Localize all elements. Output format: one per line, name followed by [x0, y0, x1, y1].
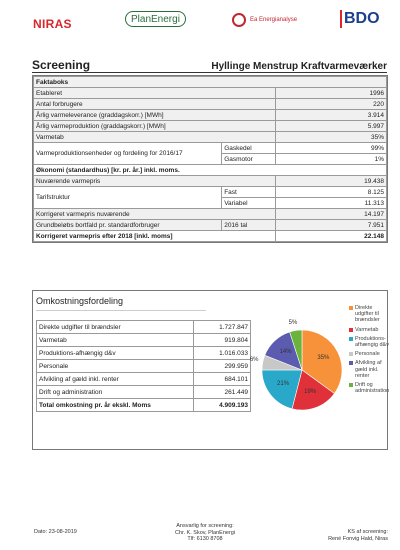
pie-legend	[349, 305, 389, 397]
cost-total-value: 4.909.193	[194, 399, 251, 412]
economy-label: Korrigeret varmepris nuværende	[34, 209, 276, 220]
page-title: Screening	[32, 58, 91, 72]
pie-slice-label: 14%	[279, 348, 292, 355]
legend-swatch	[349, 352, 353, 356]
plant-name: Hyllinge Menstrup Kraftvarmeværker	[211, 61, 387, 72]
pie-slice-label: 19%	[304, 388, 317, 395]
footer-responsible	[150, 523, 260, 543]
footer-qc	[328, 529, 388, 542]
cost-row	[37, 386, 251, 399]
faktaboks-header: Faktaboks	[34, 77, 387, 88]
cost-value: 684.101	[194, 373, 251, 386]
fact-row	[34, 99, 387, 110]
tariff-value: 8.125	[276, 187, 387, 198]
cost-row	[37, 360, 251, 373]
fact-row	[34, 110, 387, 121]
legend-label: Direkte udgifter til brændsler	[355, 305, 380, 324]
responsible-name: Chr. K. Skov, PlanEnergi	[174, 529, 236, 536]
fact-box	[32, 75, 388, 243]
production-row	[34, 143, 387, 154]
economy-total-label: Korrigeret varmepris efter 2018 [inkl. moms]	[34, 231, 276, 242]
ea-logo-mark	[232, 13, 246, 27]
legend-swatch	[349, 337, 353, 341]
economy-label: Nuværende varmepris	[34, 176, 276, 187]
economy-value: 14.197	[276, 209, 387, 220]
fact-table	[33, 76, 387, 242]
fact-value: 220	[276, 99, 387, 110]
cost-row	[37, 347, 251, 360]
cost-total-row	[37, 399, 251, 412]
tariff-label: Tarifstruktur	[34, 187, 222, 209]
fact-label: Antal forbrugere	[34, 99, 276, 110]
economy-total-value: 22.148	[276, 231, 387, 242]
cost-label: Afvikling af gæld inkl. renter	[37, 373, 194, 386]
legend-swatch	[349, 383, 353, 387]
legend-label: Personale	[355, 351, 380, 358]
fact-value: 35%	[276, 132, 387, 143]
cost-row	[37, 373, 251, 386]
niras-logo: NIRAS	[33, 17, 72, 31]
ea-energianalyse-logo: Ea Energianalyse	[232, 8, 297, 32]
cost-total-label: Total omkostning pr. år ekskl. Moms	[37, 399, 194, 412]
pie-slice-label: 6%	[249, 357, 259, 364]
legend-swatch	[349, 361, 353, 365]
fact-value: 1996	[276, 88, 387, 99]
legend-item	[349, 327, 389, 333]
economy-row	[34, 176, 387, 187]
responsible-title: Ansvarlig for screening:	[176, 523, 234, 529]
legend-item	[349, 336, 389, 348]
economy-value: 19.438	[276, 176, 387, 187]
legend-item	[349, 360, 389, 379]
legend-label: Drift og administration	[355, 382, 390, 395]
title-row	[32, 58, 387, 73]
economy-year: 2016 tal	[222, 220, 276, 231]
cost-value: 261.449	[194, 386, 251, 399]
cost-pie-chart	[261, 329, 343, 411]
fact-label: Varmetab	[34, 132, 276, 143]
pie-slice-label: 5%	[288, 319, 298, 326]
production-unit-value: 99%	[276, 143, 387, 154]
production-unit-name: Gaskedel	[222, 143, 276, 154]
fact-row	[34, 132, 387, 143]
cost-value: 1.016.033	[194, 347, 251, 360]
production-unit-name: Gasmotor	[222, 154, 276, 165]
legend-item	[349, 351, 389, 357]
economy-row	[34, 209, 387, 220]
tariff-name: Fast	[222, 187, 276, 198]
legend-item	[349, 305, 389, 324]
cost-label: Produktions-afhængig d&v	[37, 347, 194, 360]
footer-date: Dato: 23-08-2019	[34, 529, 77, 535]
responsible-phone: Tlf: 6130 8708	[187, 536, 223, 542]
fact-label: Årlig varmeleverance (graddagskorr.) [MWh]	[34, 110, 276, 121]
economy-header-row	[34, 165, 387, 176]
economy-header: Økonomi (standardhus) [kr. pr. år.] inkl. moms.	[34, 165, 387, 176]
fact-row	[34, 88, 387, 99]
cost-label: Direkte udgifter til brændsler	[37, 321, 194, 334]
fact-label: Etableret	[34, 88, 276, 99]
fact-row	[34, 121, 387, 132]
cost-label: Drift og administration	[37, 386, 194, 399]
legend-label: Produktions-afhængig d&v	[355, 335, 389, 349]
legend-label: Afvikling af gæld inkl. renter	[355, 360, 382, 379]
cost-value: 1.727.847	[194, 321, 251, 334]
economy-value: 7.951	[276, 220, 387, 231]
cost-row	[37, 334, 251, 347]
cost-label: Personale	[37, 360, 194, 373]
fact-value: 5.997	[276, 121, 387, 132]
fact-label: Årlig varmeproduktion (graddagskorr.) [MWh]	[34, 121, 276, 132]
production-label: Varmeproduktionsenheder og fordeling for 2016/17	[34, 143, 222, 165]
cost-row	[37, 321, 251, 334]
cost-title: Omkostningsfordeling	[36, 296, 206, 311]
bdo-logo: BDO	[340, 10, 380, 28]
pie-slice-label: 21%	[277, 380, 290, 387]
tariff-name: Variabel	[222, 198, 276, 209]
legend-item	[349, 382, 389, 394]
fact-value: 3.914	[276, 110, 387, 121]
cost-value: 919.804	[194, 334, 251, 347]
cost-section	[32, 290, 388, 450]
faktaboks-header-row	[34, 77, 387, 88]
pie-slice-label: 35%	[317, 355, 330, 362]
qc-title: KS af screening:	[347, 529, 388, 535]
economy-total-row	[34, 231, 387, 242]
economy-label: Grundbeløbs bortfald pr. standardforbruger	[34, 220, 222, 231]
cost-value: 299.959	[194, 360, 251, 373]
cost-label: Varmetab	[37, 334, 194, 347]
production-unit-value: 1%	[276, 154, 387, 165]
planenergi-logo: PlanEnergi	[125, 11, 186, 27]
legend-label: Varmetab	[355, 326, 379, 333]
cost-table	[36, 320, 251, 412]
tariff-row	[34, 187, 387, 198]
qc-name: René Fonvig Hald, Niras	[328, 535, 388, 542]
legend-swatch	[349, 328, 353, 332]
tariff-value: 11.313	[276, 198, 387, 209]
economy-row	[34, 220, 387, 231]
legend-swatch	[349, 306, 353, 310]
